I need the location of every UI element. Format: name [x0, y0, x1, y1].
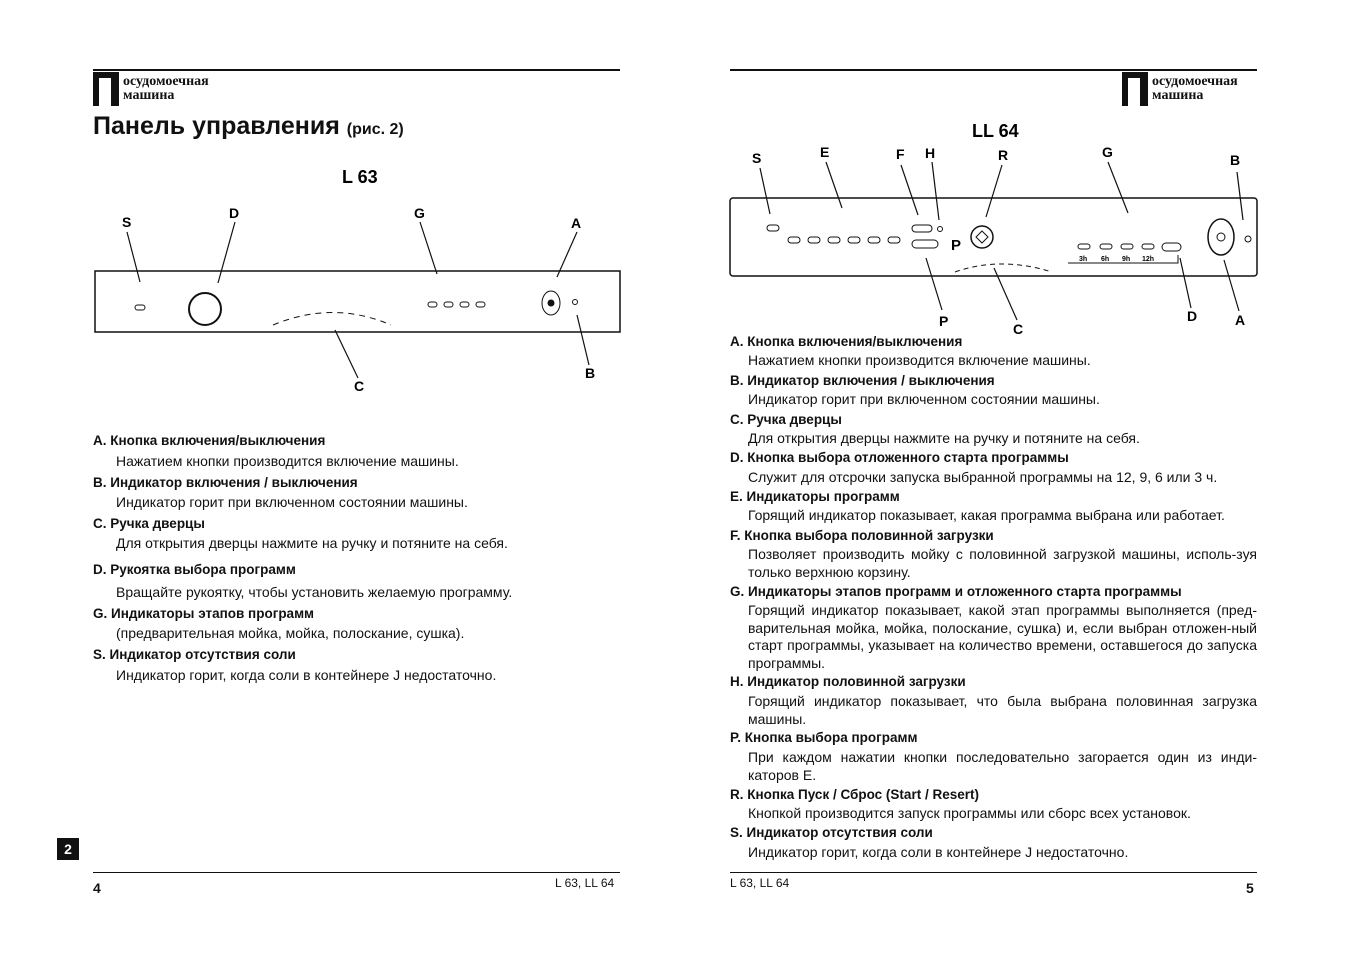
item-title: A. Кнопка включения/выключения [730, 334, 963, 349]
pointer-arrows [127, 222, 589, 378]
item-desc: Вращайте рукоятку, чтобы установить желаемую программу. [116, 584, 513, 600]
page-number: 5 [1246, 880, 1254, 896]
label-s: S [122, 214, 132, 230]
label-d: D [229, 205, 240, 221]
item-title: C. Ручка дверцы [730, 412, 842, 427]
ll64-diagram [700, 100, 1300, 340]
logo-line1: осудомоечная [123, 74, 209, 89]
item-title: G. Индикаторы этапов программ [93, 606, 315, 621]
footer-rule [93, 872, 620, 873]
item-title: A. Кнопка включения/выключения [93, 433, 326, 448]
power-icon [548, 300, 555, 307]
item-desc: Позволяет производить мойку с половинной загрузкой машины, исполь-зуя только верхнюю корзину. [748, 546, 1257, 580]
l63-diagram [0, 0, 675, 420]
model-label: L 63 [342, 167, 378, 187]
phase-indicators [428, 302, 485, 307]
salt-indicator [135, 305, 145, 310]
item-title: R. Кнопка Пуск / Сброс (Start / Resert) [730, 787, 979, 802]
label-e: E [820, 144, 830, 160]
program-knob [189, 293, 221, 325]
label-c: C [1013, 321, 1024, 337]
logo-line2: машина [1152, 88, 1204, 103]
item-desc: Кнопкой производится запуск программы или сборс всех установок. [748, 805, 1191, 821]
item-desc: Горящий индикатор показывает, какая программа выбрана или работает. [748, 507, 1225, 523]
item-desc: Индикатор горит, когда соли в контейнере J недостаточно. [116, 667, 497, 683]
model-label: LL 64 [972, 121, 1019, 141]
label-f: F [896, 146, 905, 162]
item-desc: Нажатием кнопки производится включение машины. [116, 453, 459, 469]
item-desc: Для открытия дверцы нажмите на ручку и потяните на себя. [116, 535, 508, 551]
door-handle [273, 313, 391, 326]
label-c: C [354, 378, 365, 394]
label-s: S [752, 150, 762, 166]
label-a: A [571, 215, 582, 231]
section-badge: 2 [57, 838, 79, 860]
item-title: S. Индикатор отсутствия соли [730, 825, 933, 840]
page-number: 4 [93, 880, 101, 896]
item-title: S. Индикатор отсутствия соли [93, 647, 296, 662]
label-b: B [585, 365, 596, 381]
item-title: P. Кнопка выбора программ [730, 730, 918, 745]
item-title: H. Индикатор половинной загрузки [730, 674, 966, 689]
item-desc: Индикатор горит при включенном состоянии машины. [748, 391, 1100, 407]
delay-12h: 12h [1142, 256, 1155, 263]
power-led [573, 300, 578, 305]
label-g: G [414, 205, 425, 221]
item-title: D. Кнопка выбора отложенного старта программы [730, 450, 1069, 465]
footer-models: L 63, LL 64 [730, 876, 790, 890]
item-title: C. Ручка дверцы [93, 516, 205, 531]
item-desc: Для открытия дверцы нажмите на ручку и потяните на себя. [748, 430, 1140, 446]
footer-models: L 63, LL 64 [555, 876, 615, 890]
logo-line2: машина [123, 88, 175, 103]
label-b: B [1230, 152, 1241, 168]
title-text: Панель управления [93, 112, 340, 140]
power-icon [1217, 233, 1225, 241]
door-handle [955, 264, 1052, 272]
panel-p-label: P [951, 237, 962, 254]
label-g: G [1102, 144, 1113, 160]
power-led [1245, 236, 1251, 242]
pointer-arrows [760, 162, 1243, 320]
item-title: E. Индикаторы программ [730, 489, 900, 504]
item-title: B. Индикатор включения / выключения [730, 373, 995, 388]
delay-6h: 6h [1101, 256, 1110, 263]
logo-line1: осудомоечная [1152, 74, 1238, 89]
item-desc: (предварительная мойка, мойка, полоскание, сушка). [116, 625, 465, 641]
item-desc: При каждом нажатии кнопки последовательно загорается один из инди-каторов E. [748, 749, 1257, 783]
half-load-button [912, 225, 932, 232]
item-title: G. Индикаторы этапов программ и отложенного старта программы [730, 584, 1182, 599]
start-icon [976, 231, 988, 243]
label-h: H [925, 145, 936, 161]
delay-3h: 3h [1079, 256, 1088, 263]
label-r: R [998, 147, 1009, 163]
item-desc: Индикатор горит, когда соли в контейнере J недостаточно. [748, 844, 1129, 860]
footer-rule [730, 872, 1257, 873]
salt-indicator [767, 225, 779, 231]
item-title: F. Кнопка выбора половинной загрузки [730, 528, 994, 543]
power-button [1208, 219, 1234, 255]
control-panel [95, 271, 620, 332]
item-desc: Индикатор горит при включенном состоянии машины. [116, 494, 468, 510]
delay-9h: 9h [1122, 256, 1131, 263]
title-suffix: (рис. 2) [346, 121, 404, 138]
item-title: B. Индикатор включения / выключения [93, 475, 358, 490]
item-desc: Нажатием кнопки производится включение машины. [748, 352, 1091, 368]
half-load-led [938, 227, 943, 232]
label-p: P [939, 313, 949, 329]
item-desc: Служит для отсрочки запуска выбранной программы на 12, 9, 6 или 3 ч. [748, 469, 1218, 485]
label-a: A [1235, 312, 1246, 328]
item-desc: Горящий индикатор показывает, что была выбрана половинная загрузка машины. [748, 693, 1257, 727]
item-desc: Горящий индикатор показывает, какой этап программы выполняется (пред-варительная мойка, мойка, полоскание, сушка) и, если выбран отложен-ный старт программы, указывает на количество времени, оставшегося до запуска программы. [748, 602, 1257, 671]
label-d: D [1187, 308, 1198, 324]
program-button [912, 240, 938, 248]
start-reset-button [971, 226, 993, 248]
header-rule [730, 69, 1257, 71]
item-title: D. Рукоятка выбора программ [93, 562, 296, 577]
delay-labels [1079, 256, 1154, 263]
program-indicators [788, 237, 900, 243]
